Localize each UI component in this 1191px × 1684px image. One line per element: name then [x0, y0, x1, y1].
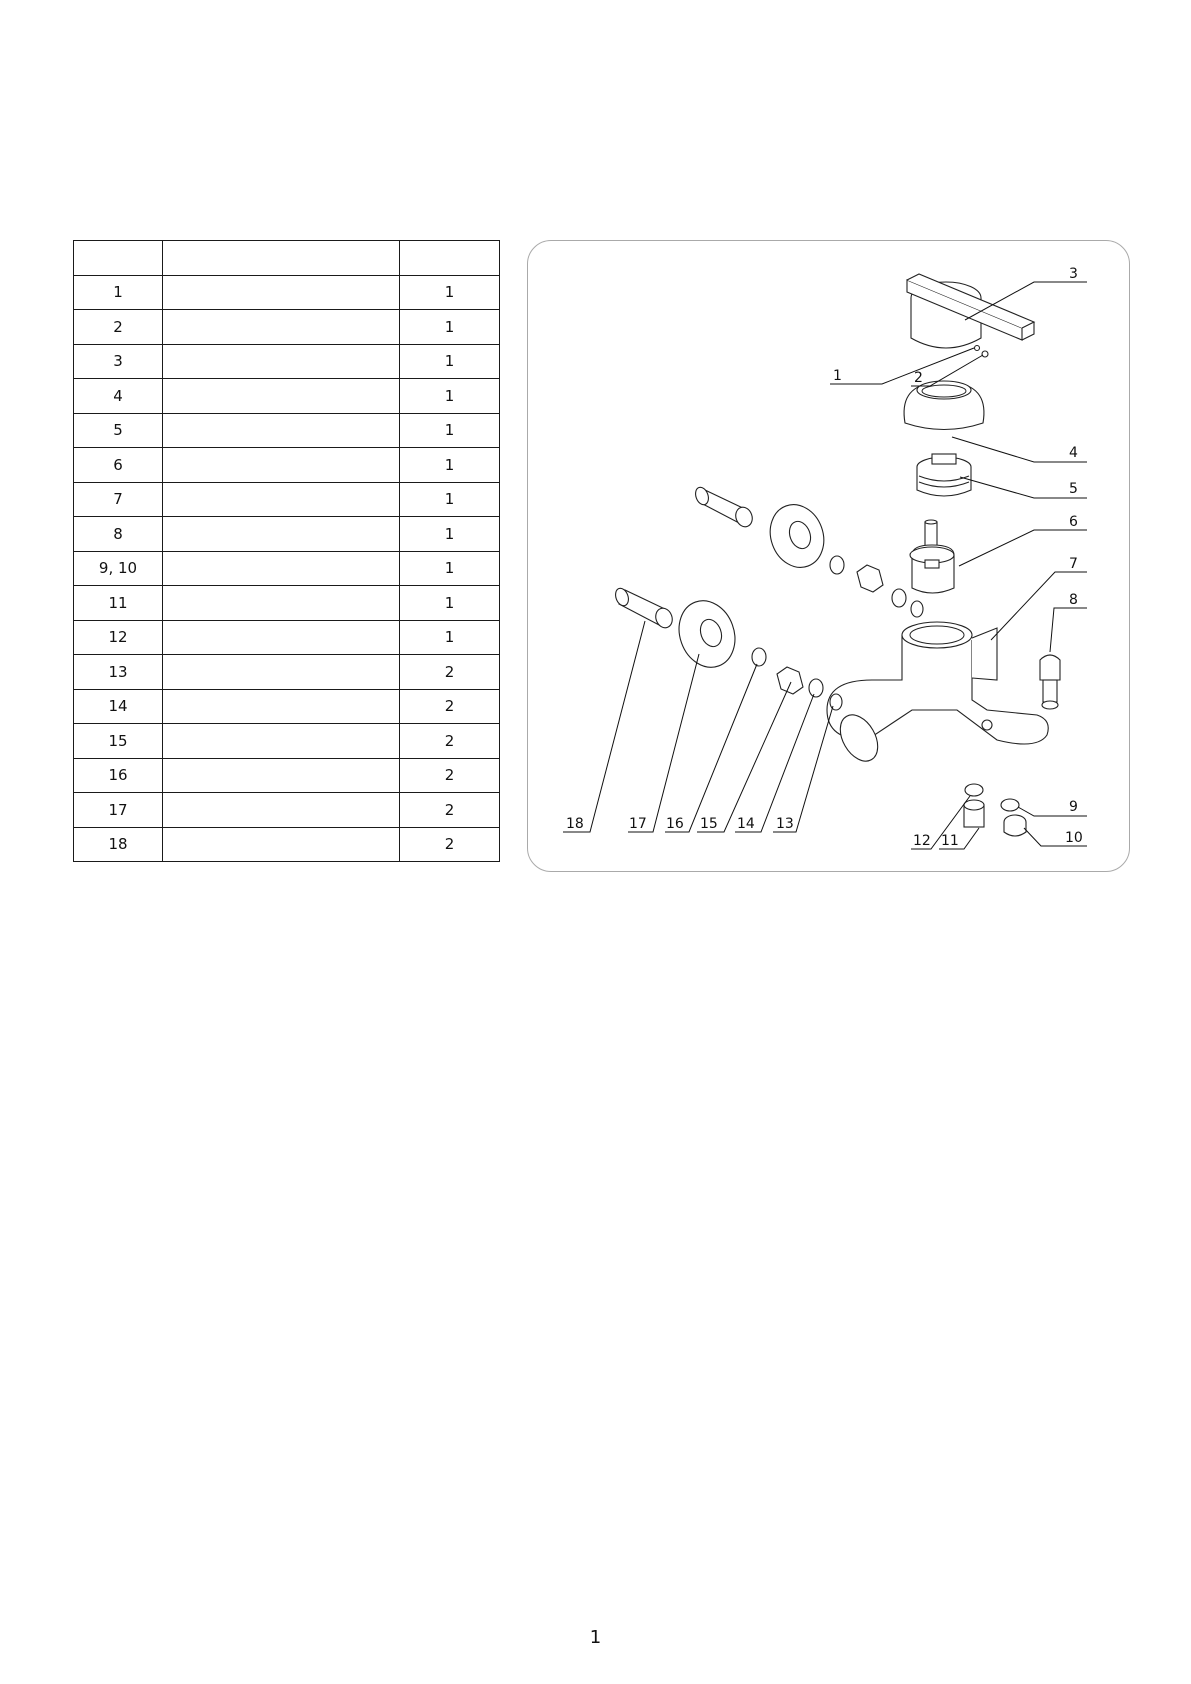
table-row: [74, 517, 500, 552]
page-number: 1: [589, 1627, 602, 1648]
part-quantity-cell: 1: [400, 448, 500, 483]
callout-15: [697, 682, 791, 832]
table-row: [74, 275, 500, 310]
part-number-cell: 12: [74, 620, 163, 655]
svg-text:14: 14: [737, 816, 755, 832]
svg-text:15: 15: [700, 816, 718, 832]
part-quantity-cell: 2: [400, 758, 500, 793]
callout-17: [628, 654, 699, 832]
part-number-cell: 13: [74, 655, 163, 690]
exploded-view-diagram: [527, 240, 1130, 872]
body-part: [827, 622, 1048, 768]
part-name-cell: [163, 551, 400, 586]
part-name-cell: [163, 620, 400, 655]
svg-text:2: 2: [914, 370, 923, 386]
part-number-cell: 6: [74, 448, 163, 483]
part-quantity-cell: 2: [400, 689, 500, 724]
svg-text:7: 7: [1069, 556, 1078, 572]
washer-12-part: [965, 784, 983, 796]
part-number-cell: 4: [74, 379, 163, 414]
part-quantity-cell: 2: [400, 655, 500, 690]
table-row: [74, 413, 500, 448]
svg-text:4: 4: [1069, 445, 1078, 461]
svg-text:9: 9: [1069, 799, 1078, 815]
svg-text:3: 3: [1069, 266, 1078, 282]
callout-5: [960, 477, 1087, 498]
diverter-part: [1040, 655, 1060, 709]
part-name-cell: [163, 827, 400, 862]
part-name-cell: [163, 517, 400, 552]
lower-eccentric-set: [613, 586, 842, 710]
part-number-cell: 11: [74, 586, 163, 621]
screw-part: [975, 346, 980, 351]
table-row: [74, 310, 500, 345]
cartridge-part: [910, 520, 954, 593]
part-number-cell: 5: [74, 413, 163, 448]
part-name-cell: [163, 310, 400, 345]
callout-6: [959, 514, 1087, 566]
table-row: [74, 724, 500, 759]
part-quantity-cell: 2: [400, 724, 500, 759]
part-number-cell: 14: [74, 689, 163, 724]
callout-1: [830, 348, 974, 384]
part-number-cell: 3: [74, 344, 163, 379]
table-row: [74, 793, 500, 828]
part-quantity-cell: 1: [400, 413, 500, 448]
table-row: [74, 655, 500, 690]
svg-text:18: 18: [566, 816, 584, 832]
svg-text:16: 16: [666, 816, 684, 832]
part-quantity-cell: 1: [400, 620, 500, 655]
part-name-cell: [163, 689, 400, 724]
svg-text:17: 17: [629, 816, 647, 832]
part-number-cell: 7: [74, 482, 163, 517]
part-name-cell: [163, 482, 400, 517]
table-row: [74, 758, 500, 793]
callout-4: [952, 437, 1087, 462]
part-number-cell: 1: [74, 275, 163, 310]
svg-text:11: 11: [941, 833, 959, 849]
part-name-cell: [163, 275, 400, 310]
callout-9: [1018, 799, 1087, 816]
table-row: [74, 448, 500, 483]
parts-table: [73, 240, 500, 862]
header-number: [74, 241, 163, 276]
part-name-cell: [163, 758, 400, 793]
nut-part: [917, 454, 971, 496]
svg-text:12: 12: [913, 833, 931, 849]
svg-text:13: 13: [776, 816, 794, 832]
part-quantity-cell: 1: [400, 379, 500, 414]
part-name-cell: [163, 448, 400, 483]
part-name-cell: [163, 793, 400, 828]
part-quantity-cell: 1: [400, 586, 500, 621]
part-number-cell: 18: [74, 827, 163, 862]
table-row: [74, 482, 500, 517]
part-quantity-cell: 1: [400, 275, 500, 310]
table-row: [74, 827, 500, 862]
callout-18: [563, 621, 645, 832]
fitting-11-part: [964, 800, 984, 827]
table-row: [74, 689, 500, 724]
part-number-cell: 17: [74, 793, 163, 828]
ring-10-part: [1004, 815, 1026, 836]
svg-text:1: 1: [833, 368, 842, 384]
callout-16: [665, 664, 757, 832]
part-number-cell: 8: [74, 517, 163, 552]
part-quantity-cell: 2: [400, 827, 500, 862]
part-number-cell: 9, 10: [74, 551, 163, 586]
faucet-exploded-drawing: [527, 240, 1131, 873]
part-number-cell: 15: [74, 724, 163, 759]
part-name-cell: [163, 655, 400, 690]
callout-11: [939, 828, 979, 849]
upper-eccentric-set: [693, 485, 923, 617]
part-quantity-cell: 1: [400, 482, 500, 517]
part-quantity-cell: 2: [400, 793, 500, 828]
part-number-cell: 2: [74, 310, 163, 345]
handle-part: [907, 274, 1034, 348]
svg-text:5: 5: [1069, 481, 1078, 497]
svg-text:6: 6: [1069, 514, 1078, 530]
part-name-cell: [163, 724, 400, 759]
part-quantity-cell: 1: [400, 551, 500, 586]
cap-part: [982, 351, 988, 357]
callout-10: [1024, 828, 1087, 846]
part-name-cell: [163, 379, 400, 414]
header-quantity: [400, 241, 500, 276]
washer-9-part: [1001, 799, 1019, 811]
callout-13: [773, 706, 833, 832]
table-row: [74, 586, 500, 621]
table-header-row: [74, 241, 500, 276]
svg-text:10: 10: [1065, 830, 1083, 846]
part-name-cell: [163, 344, 400, 379]
part-name-cell: [163, 586, 400, 621]
header-name: [163, 241, 400, 276]
part-quantity-cell: 1: [400, 517, 500, 552]
part-number-cell: 16: [74, 758, 163, 793]
part-quantity-cell: 1: [400, 310, 500, 345]
callout-8: [1050, 592, 1087, 652]
table-row: [74, 344, 500, 379]
table-row: [74, 379, 500, 414]
table-row: [74, 620, 500, 655]
part-quantity-cell: 1: [400, 344, 500, 379]
svg-text:8: 8: [1069, 592, 1078, 608]
part-name-cell: [163, 413, 400, 448]
table-row: [74, 551, 500, 586]
cover-part: [904, 381, 984, 430]
